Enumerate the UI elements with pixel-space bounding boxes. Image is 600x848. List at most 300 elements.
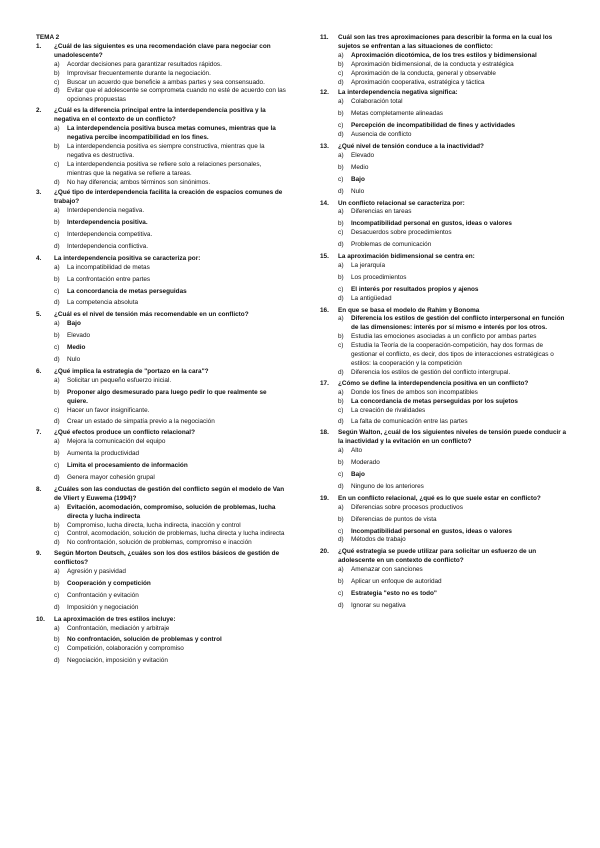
question-header <box>320 143 570 152</box>
answer-option <box>54 407 286 416</box>
answer-option <box>54 462 286 471</box>
question-number: 20. <box>320 548 329 556</box>
option-letter: b) <box>54 275 60 283</box>
option-text: Nulo <box>67 356 81 363</box>
option-text: Competición, colaboración y compromiso <box>67 645 184 653</box>
question-5 <box>36 311 286 365</box>
option-text: La jerarquía <box>351 261 386 269</box>
answer-option <box>338 602 570 611</box>
question-header <box>36 550 286 568</box>
answer-option <box>338 528 570 537</box>
option-letter: b) <box>338 459 344 467</box>
option-text: Crear un estado de simpatía previo a la negociación <box>67 418 215 426</box>
question-text: La aproximación bidimensional se centra en: <box>338 253 475 261</box>
answer-option <box>54 161 286 179</box>
question-text: ¿Cuáles son las conductas de gestión del conflicto según el modelo de Van de Vliert y Euwema (1994)? <box>54 485 285 502</box>
answer-option <box>54 87 286 105</box>
answer-option <box>338 447 570 456</box>
option-letter: c) <box>338 470 344 478</box>
question-6 <box>36 368 286 427</box>
option-text: La incompatibilidad de metas <box>67 263 150 271</box>
option-letter: d) <box>54 539 60 547</box>
option-letter: c) <box>54 287 60 295</box>
answer-option <box>54 625 286 634</box>
option-text: Evitar que el adolescente se comprometa cuando no esté de acuerdo con las opciones propuestas <box>67 87 286 104</box>
answer-option <box>54 568 286 577</box>
option-letter: c) <box>338 527 344 535</box>
option-letter: d) <box>54 356 60 363</box>
answer-option <box>54 299 286 308</box>
answer-option <box>338 295 570 304</box>
option-letter: b) <box>54 450 60 458</box>
option-text: Buscar un acuerdo que beneficie a ambas partes y sea consensuado. <box>67 78 265 86</box>
question-3 <box>36 189 286 251</box>
option-letter: a) <box>338 51 344 59</box>
option-text: Amenazar con sanciones <box>351 566 423 574</box>
question-text: ¿Cómo se define la interdependencia positiva en un conflicto? <box>338 379 529 387</box>
option-text: Bajo <box>351 175 365 183</box>
question-text: ¿Qué efectos produce un conflicto relacional? <box>54 429 195 437</box>
answer-option <box>338 229 570 238</box>
option-letter: b) <box>338 578 344 586</box>
question-12 <box>320 89 570 140</box>
question-header <box>320 200 570 209</box>
option-letter: b) <box>54 69 60 77</box>
option-letter: b) <box>338 163 344 171</box>
option-letter: c) <box>338 589 344 597</box>
option-text: Aumenta la productividad <box>67 450 140 458</box>
answer-option <box>54 219 286 228</box>
option-letter: d) <box>54 418 60 426</box>
answer-option <box>338 52 570 61</box>
option-letter: a) <box>54 125 60 133</box>
question-text: ¿Qué nivel de tensión conduce a la inactividad? <box>338 142 484 150</box>
option-letter: c) <box>338 229 344 237</box>
question-text: ¿Qué implica la estrategia de "portazo en la cara"? <box>54 367 209 375</box>
option-letter: a) <box>54 60 60 68</box>
option-text: Medio <box>351 163 369 171</box>
option-letter: b) <box>54 388 60 396</box>
option-text: Acordar decisiones para garantizar resultados rápidos. <box>67 60 222 68</box>
option-letter: d) <box>54 242 60 250</box>
option-letter: d) <box>338 187 344 195</box>
answer-option <box>338 188 570 197</box>
option-text: Nulo <box>351 187 365 195</box>
option-letter: a) <box>338 208 344 216</box>
option-letter: c) <box>338 342 344 350</box>
option-text: Ausencia de conflicto <box>351 131 412 139</box>
option-text: Aplicar un enfoque de autoridad <box>351 578 442 586</box>
option-text: Aproximación cooperativa, estratégica y táctica <box>351 78 485 86</box>
option-letter: c) <box>54 591 60 599</box>
option-text: Proponer algo desmesurado para luego pedir lo que realmente se quiere. <box>67 388 267 405</box>
question-text: En un conflicto relacional, ¿qué es lo que suele estar en conflicto? <box>338 494 541 502</box>
question-text: En que se basa el modelo de Rahim y Bonoma <box>338 306 480 314</box>
option-letter: b) <box>338 273 344 281</box>
option-letter: d) <box>338 241 344 249</box>
question-text: ¿Cuál es la diferencia principal entre la interdependencia positiva y la negativa en el contexto de un conflicto? <box>54 107 266 124</box>
question-header <box>320 89 570 98</box>
answer-option <box>338 315 570 333</box>
option-text: La confrontación entre partes <box>67 275 151 283</box>
question-11 <box>320 34 570 87</box>
left-column <box>36 34 286 669</box>
option-letter: a) <box>338 98 344 106</box>
option-text: Evitación, acomodación, compromiso, solución de problemas, lucha directa y lucha indirecta <box>67 503 276 520</box>
option-letter: c) <box>338 285 344 293</box>
option-text: Diferencia los estilos de gestión del conflicto interpersonal en función de las dimensiones: interés por sí mismo e interés por los otros. <box>351 315 565 332</box>
question-header <box>36 107 286 125</box>
option-letter: b) <box>54 579 60 587</box>
question-17 <box>320 380 570 428</box>
answer-option <box>338 274 570 283</box>
question-number: 14. <box>320 199 329 207</box>
option-text: Ignorar su negativa <box>351 601 406 609</box>
answer-option <box>54 79 286 88</box>
answer-option <box>338 342 570 369</box>
option-text: Estudia la Teoría de la cooperación-competición, hay dos formas de gestionar el conflicto, es decir, dos tipos de interacciones estratégicas o estilos: la cooperación y la competición <box>351 342 554 367</box>
answer-option <box>338 262 570 271</box>
option-letter: b) <box>338 60 344 68</box>
question-8 <box>36 486 286 548</box>
question-number: 9. <box>36 550 42 558</box>
answer-option <box>54 276 286 285</box>
answer-option <box>54 522 286 531</box>
answer-option <box>54 389 286 407</box>
option-text: Aproximación de la conducta, general y observable <box>351 69 496 77</box>
answer-option <box>54 377 286 386</box>
answer-option <box>338 110 570 119</box>
option-letter: c) <box>54 344 60 352</box>
question-number: 7. <box>36 429 42 437</box>
question-text: Según Morton Deutsch, ¿cuáles son los dos estilos básicos de gestión de conflictos? <box>54 550 280 567</box>
option-letter: c) <box>338 175 344 183</box>
option-letter: a) <box>338 388 344 396</box>
question-text: Un conflicto relacional se caracteriza por: <box>338 199 465 207</box>
option-text: Estrategia "esto no es todo" <box>351 589 437 597</box>
option-text: Elevado <box>67 332 91 340</box>
answer-option <box>338 98 570 107</box>
answer-option <box>54 645 286 654</box>
answer-option <box>338 566 570 575</box>
question-header <box>320 34 570 52</box>
question-number: 4. <box>36 254 42 262</box>
answer-option <box>338 333 570 342</box>
answer-option <box>54 143 286 161</box>
option-text: Metas completamente alineadas <box>351 110 444 118</box>
option-text: Diferencias en tareas <box>351 208 412 216</box>
option-text: La competencia absoluta <box>67 299 139 307</box>
answer-option <box>338 418 570 427</box>
question-number: 17. <box>320 379 329 387</box>
answer-option <box>54 539 286 548</box>
option-letter: d) <box>338 601 344 609</box>
option-text: Cooperación y competición <box>67 579 151 587</box>
question-header <box>36 43 286 61</box>
option-letter: b) <box>338 515 344 523</box>
answer-option <box>338 471 570 480</box>
option-letter: a) <box>338 447 344 455</box>
question-2 <box>36 107 286 187</box>
question-number: 18. <box>320 429 329 437</box>
option-text: Incompatibilidad personal en gustos, ideas o valores <box>351 220 512 228</box>
option-text: No hay diferencia; ambos términos son sinónimos. <box>67 178 211 186</box>
option-text: Ninguno de los anteriores <box>351 482 424 490</box>
option-text: Percepción de incompatibilidad de fines y actividades <box>351 122 516 130</box>
question-text: La interdependencia positiva se caracteriza por: <box>54 254 201 262</box>
question-text: ¿Qué estrategia se puede utilizar para solicitar un esfuerzo de un adolescente en un contexto de conflicto? <box>338 548 537 565</box>
question-9 <box>36 550 286 612</box>
option-text: La interdependencia positiva es siempre constructiva, mientras que la negativa es destructiva. <box>67 142 265 159</box>
option-text: Limita el procesamiento de información <box>67 462 188 470</box>
option-letter: d) <box>54 473 60 481</box>
answer-option <box>338 578 570 587</box>
question-4 <box>36 255 286 309</box>
question-text: La interdependencia negativa significa: <box>338 89 458 97</box>
option-text: Diferencias de puntos de vista <box>351 515 437 523</box>
option-text: Elevado <box>351 151 375 159</box>
answer-option <box>54 580 286 589</box>
question-16 <box>320 307 570 378</box>
question-header <box>36 486 286 504</box>
answer-option <box>338 590 570 599</box>
answer-option <box>338 122 570 131</box>
option-letter: c) <box>54 231 60 239</box>
answer-option <box>54 344 286 353</box>
option-text: Agresión y pasividad <box>67 568 126 576</box>
question-header <box>36 616 286 625</box>
option-text: No confrontación, solución de problemas y control <box>67 636 222 644</box>
answer-option <box>54 356 286 365</box>
option-letter: b) <box>54 332 60 340</box>
option-letter: d) <box>338 482 344 490</box>
option-text: La falta de comunicación entre las partes <box>351 418 468 426</box>
option-text: Interdependencia competitiva. <box>67 231 153 239</box>
option-letter: d) <box>54 657 60 665</box>
answer-option <box>54 332 286 341</box>
answer-option <box>338 79 570 88</box>
option-letter: c) <box>338 122 344 130</box>
answer-option <box>54 592 286 601</box>
answer-option <box>338 61 570 70</box>
option-text: Solicitar un pequeño esfuerzo inicial. <box>67 376 172 384</box>
question-header <box>320 429 570 447</box>
question-18 <box>320 429 570 491</box>
question-text: Según Walton, ¿cuál de los siguientes niveles de tensión puede conducir a la inactividad y la evitación en un conflicto? <box>338 429 567 446</box>
answer-option <box>54 657 286 666</box>
question-text: Cuál son las tres aproximaciones para describir la forma en la cual los sujetos se enfrentan a las situaciones de conflicto: <box>338 34 553 50</box>
question-number: 19. <box>320 494 329 502</box>
answer-option <box>338 164 570 173</box>
question-1 <box>36 43 286 105</box>
option-letter: a) <box>54 624 60 632</box>
option-letter: a) <box>338 151 344 159</box>
option-text: La interdependencia positiva se refiere solo a relaciones personales, mientras que la negativa se refiere a tareas. <box>67 160 262 177</box>
option-text: Aproximación dicotómica, de los tres estilos y bidimensional <box>351 51 537 59</box>
option-text: La interdependencia positiva busca metas comunes, mientras que la negativa percibe incompatibilidad en los fines. <box>67 125 276 141</box>
answer-option <box>54 504 286 522</box>
option-text: El interés por resultados propios y ajenos <box>351 285 479 293</box>
answer-option <box>338 131 570 140</box>
option-text: Improvisar frecuentemente durante la negociación. <box>67 69 211 77</box>
question-number: 2. <box>36 107 42 115</box>
option-text: Moderado <box>351 459 380 467</box>
option-letter: a) <box>54 438 60 446</box>
option-letter: a) <box>338 566 344 574</box>
option-text: La creación de rivalidades <box>351 406 426 414</box>
answer-option <box>54 61 286 70</box>
option-letter: c) <box>54 406 60 414</box>
question-text: ¿Cuál de las siguientes es una recomendación clave para negociar con unadolescente? <box>54 42 271 59</box>
option-letter: a) <box>54 263 60 271</box>
answer-option <box>338 504 570 513</box>
option-letter: a) <box>54 503 60 511</box>
question-text: ¿Cuál es el nivel de tensión más recomendable en un conflicto? <box>54 311 249 319</box>
question-header <box>320 380 570 389</box>
answer-option <box>338 220 570 229</box>
option-text: La antigüedad <box>351 294 392 302</box>
answer-option <box>54 243 286 252</box>
option-text: Hacer un favor insignificante. <box>67 406 150 414</box>
option-text: Métodos de trabajo <box>351 536 406 544</box>
option-letter: c) <box>54 645 60 653</box>
option-letter: d) <box>54 178 60 186</box>
option-letter: c) <box>54 530 60 538</box>
question-15 <box>320 253 570 304</box>
answer-option <box>54 438 286 447</box>
question-10 <box>36 616 286 667</box>
answer-option <box>338 483 570 492</box>
option-letter: d) <box>338 368 344 376</box>
option-text: Compromiso, lucha directa, lucha indirecta, inacción y control <box>67 521 241 529</box>
answer-option <box>338 516 570 525</box>
option-letter: b) <box>54 521 60 529</box>
option-letter: c) <box>338 69 344 77</box>
question-number: 13. <box>320 142 329 150</box>
option-text: La concordancia de metas perseguidas <box>67 287 187 295</box>
question-header <box>36 429 286 438</box>
question-14 <box>320 200 570 251</box>
question-header <box>36 255 286 264</box>
question-number: 1. <box>36 42 42 50</box>
option-text: Negociación, imposición y evitación <box>67 657 168 665</box>
option-letter: c) <box>54 462 60 470</box>
option-letter: a) <box>338 315 344 323</box>
option-letter: d) <box>54 299 60 307</box>
answer-option <box>338 176 570 185</box>
question-number: 6. <box>36 367 42 375</box>
option-letter: d) <box>338 131 344 139</box>
option-text: Incompatibilidad personal en gustos, ideas o valores <box>351 527 512 535</box>
option-letter: a) <box>54 320 60 328</box>
option-text: Colaboración total <box>351 98 403 106</box>
question-number: 3. <box>36 189 42 197</box>
option-text: Interdependencia positiva. <box>67 219 148 227</box>
answer-option <box>54 450 286 459</box>
option-letter: b) <box>338 397 344 405</box>
option-letter: b) <box>54 219 60 227</box>
option-text: Desacuerdos sobre procedimientos <box>351 229 452 237</box>
option-letter: d) <box>338 418 344 426</box>
answer-option <box>54 70 286 79</box>
answer-option <box>338 152 570 161</box>
answer-option <box>54 179 286 188</box>
question-7 <box>36 429 286 483</box>
option-text: Los procedimientos <box>351 273 407 281</box>
option-letter: a) <box>338 261 344 269</box>
option-text: Aproximación bidimensional, de la conducta y estratégica <box>351 60 514 68</box>
question-number: 8. <box>36 485 42 493</box>
option-letter: c) <box>338 406 344 414</box>
answer-option <box>54 231 286 240</box>
option-text: Imposición y negociación <box>67 603 139 611</box>
question-text: ¿Qué tipo de interdependencia facilita la creación de espacios comunes de trabajo? <box>54 189 283 206</box>
answer-option <box>54 320 286 329</box>
option-text: Estudia las emociones asociadas a un conflicto por ambas partes <box>351 333 537 341</box>
option-letter: a) <box>338 503 344 511</box>
question-number: 5. <box>36 311 42 319</box>
question-13 <box>320 143 570 197</box>
answer-option <box>338 208 570 217</box>
answer-option <box>338 398 570 407</box>
answer-option <box>338 286 570 295</box>
option-text: Mejora la comunicación del equipo <box>67 438 166 446</box>
option-letter: d) <box>338 294 344 302</box>
answer-option <box>338 389 570 398</box>
question-number: 10. <box>36 615 45 623</box>
option-letter: b) <box>338 220 344 228</box>
question-number: 12. <box>320 89 329 97</box>
answer-option <box>338 369 570 378</box>
answer-option <box>54 288 286 297</box>
option-letter: d) <box>54 87 60 95</box>
option-text: No confrontación, solución de problemas, compromiso e inacción <box>67 539 252 547</box>
answer-option <box>338 536 570 545</box>
question-header <box>320 548 570 566</box>
option-text: Diferencia los estilos de gestión del conflicto intergrupal. <box>351 368 511 376</box>
option-letter: d) <box>338 536 344 544</box>
answer-option <box>54 125 286 143</box>
answer-option <box>338 459 570 468</box>
option-letter: a) <box>54 568 60 576</box>
option-letter: a) <box>54 207 60 215</box>
answer-option <box>54 530 286 539</box>
question-number: 11. <box>320 34 329 41</box>
option-text: La concordancia de metas perseguidas por los sujetos <box>351 397 518 405</box>
option-letter: b) <box>54 636 60 644</box>
question-header <box>320 495 570 504</box>
option-text: Alto <box>351 447 363 455</box>
question-header <box>36 189 286 207</box>
question-number: 16. <box>320 306 329 314</box>
answer-option <box>338 70 570 79</box>
question-header <box>320 307 570 316</box>
option-text: Genera mayor cohesión grupal <box>67 473 155 481</box>
right-column <box>320 34 570 614</box>
answer-option <box>54 264 286 273</box>
option-letter: b) <box>338 110 344 118</box>
option-text: Bajo <box>67 320 81 328</box>
option-text: Control, acomodación, solución de problemas, lucha directa y lucha indirecta <box>67 530 285 538</box>
option-letter: d) <box>54 603 60 611</box>
answer-option <box>338 241 570 250</box>
question-header <box>320 253 570 262</box>
option-text: Confrontación, mediación y arbitraje <box>67 624 170 632</box>
option-text: Confrontación y evitación <box>67 591 139 599</box>
option-text: Bajo <box>351 470 365 478</box>
answer-option <box>338 407 570 416</box>
option-letter: b) <box>54 142 60 150</box>
